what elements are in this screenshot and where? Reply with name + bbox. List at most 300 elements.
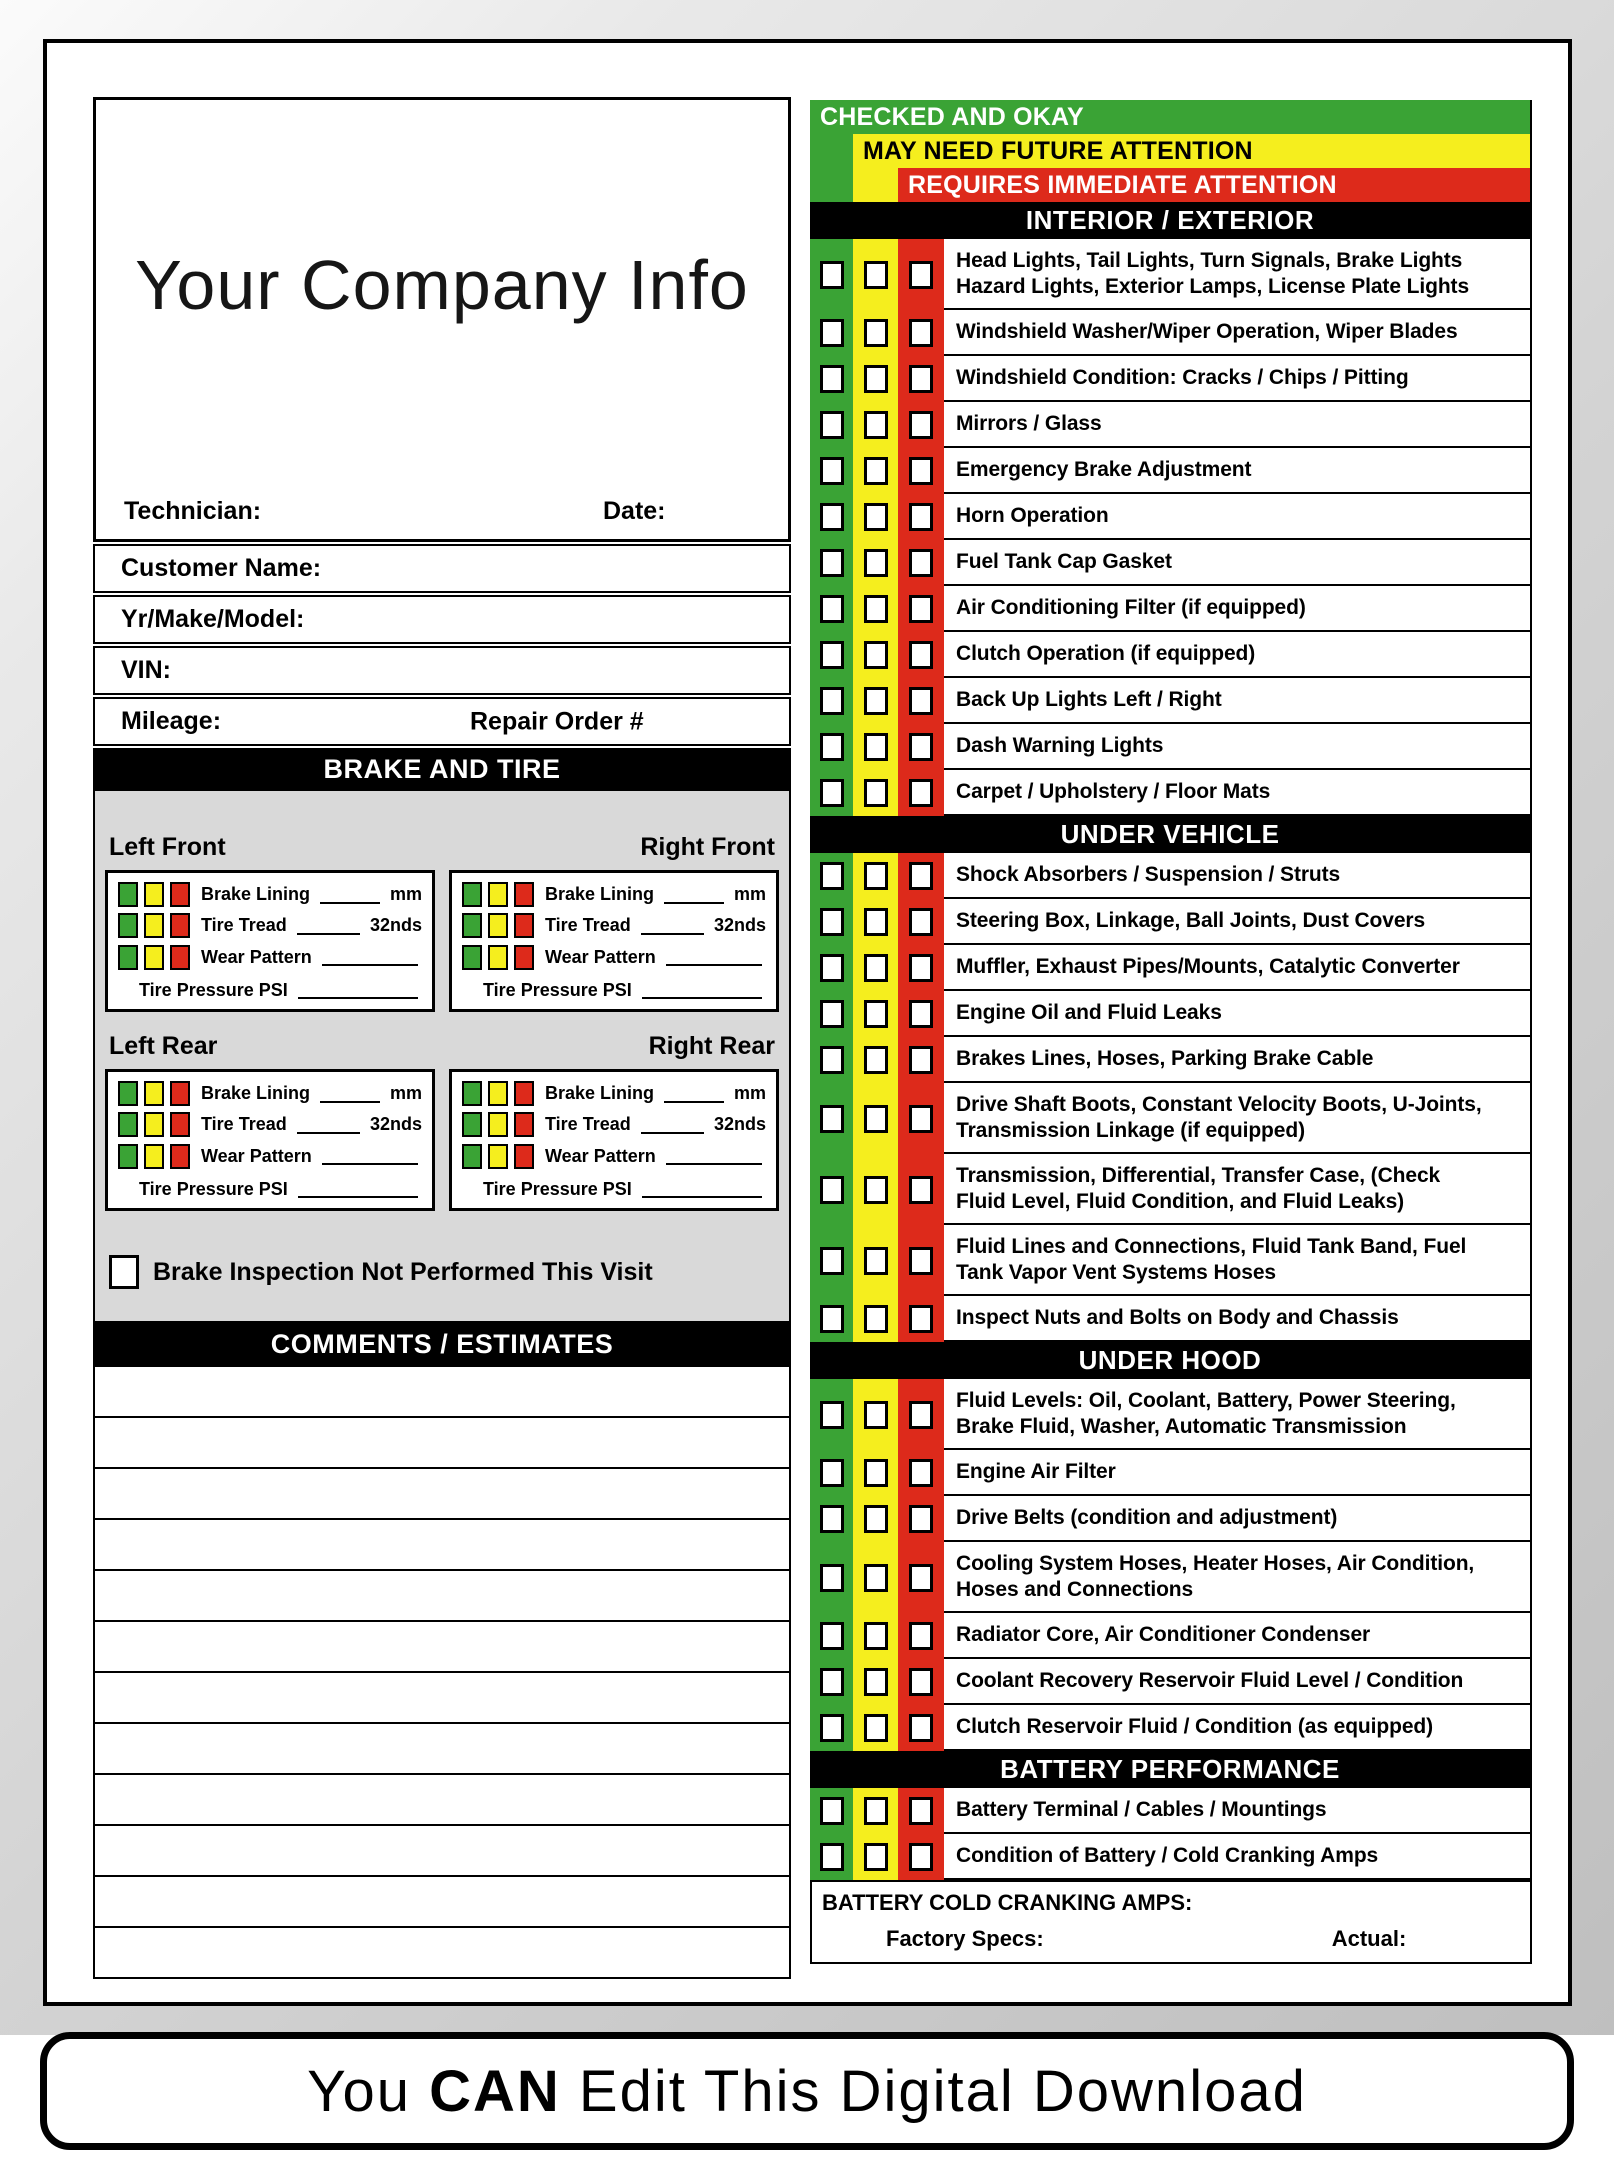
checkbox-ok[interactable] — [820, 1459, 844, 1487]
checkbox-future[interactable] — [864, 503, 888, 531]
immediate-column-cell — [898, 1659, 944, 1705]
checkbox-ok[interactable] — [820, 779, 844, 807]
checkbox-immediate[interactable] — [909, 365, 933, 393]
immediate-mark-box[interactable] — [170, 1112, 190, 1137]
customer-name-field[interactable] — [93, 544, 791, 593]
checklist-item-label: Muffler, Exhaust Pipes/Mounts, Catalytic Converter — [944, 945, 1530, 991]
checkbox-immediate[interactable] — [909, 862, 933, 890]
checkbox-ok[interactable] — [820, 1622, 844, 1650]
checklist-item-label: Horn Operation — [944, 494, 1530, 540]
checkbox-future[interactable] — [864, 954, 888, 982]
left-column — [93, 97, 791, 1979]
ok-column-cell — [810, 678, 853, 724]
checkbox-future[interactable] — [864, 261, 888, 289]
measure-unit: 32nds — [369, 915, 422, 936]
fill-line[interactable] — [322, 948, 418, 966]
corner-label: Left Rear — [109, 1032, 218, 1060]
checklist-item-label: Steering Box, Linkage, Ball Joints, Dust Covers — [944, 899, 1530, 945]
vin-label: VIN: — [121, 656, 171, 684]
checkbox-future[interactable] — [864, 862, 888, 890]
checkbox-ok[interactable] — [820, 1176, 844, 1204]
immediate-column-cell — [898, 1542, 944, 1613]
fill-line[interactable] — [642, 1180, 762, 1198]
ok-column-cell — [810, 356, 853, 402]
comment-row[interactable] — [95, 1569, 789, 1620]
checkbox-ok[interactable] — [820, 1668, 844, 1696]
ok-column-cell — [810, 310, 853, 356]
immediate-column-cell — [898, 1705, 944, 1751]
measure-label: Tire Tread — [201, 1114, 287, 1135]
checkbox-ok[interactable] — [820, 503, 844, 531]
tire-measure-row — [118, 945, 422, 970]
comment-row[interactable] — [95, 1875, 789, 1926]
checklist-item-label: Air Conditioning Filter (if equipped) — [944, 586, 1530, 632]
checkbox-ok[interactable] — [820, 1505, 844, 1533]
checkbox-future[interactable] — [864, 457, 888, 485]
checkbox-future[interactable] — [864, 1247, 888, 1275]
checkbox-immediate[interactable] — [909, 779, 933, 807]
checkbox-future[interactable] — [864, 1622, 888, 1650]
legend-immediate-attention-label: REQUIRES IMMEDIATE ATTENTION — [908, 170, 1337, 199]
checkbox-future[interactable] — [864, 733, 888, 761]
fill-line[interactable] — [641, 917, 704, 935]
section-header: UNDER VEHICLE — [810, 816, 1530, 853]
ok-mark-box[interactable] — [462, 1144, 482, 1169]
immediate-mark-box[interactable] — [514, 882, 534, 907]
ok-column-cell — [810, 239, 853, 310]
checklist-item-label: Battery Terminal / Cables / Mountings — [944, 1788, 1530, 1834]
corner-label: Right Front — [640, 833, 775, 861]
future-mark-box[interactable] — [144, 945, 164, 970]
immediate-column-cell — [898, 1083, 944, 1154]
checkbox-immediate[interactable] — [909, 1000, 933, 1028]
future-column-cell — [853, 724, 898, 770]
ok-column-cell — [810, 1705, 853, 1751]
immediate-column-cell — [898, 1788, 944, 1834]
checkbox-immediate[interactable] — [909, 261, 933, 289]
fill-line[interactable] — [664, 1085, 724, 1103]
future-mark-box[interactable] — [488, 1112, 508, 1137]
future-mark-box[interactable] — [144, 1144, 164, 1169]
checkbox-immediate[interactable] — [909, 641, 933, 669]
checkbox-immediate[interactable] — [909, 733, 933, 761]
checkbox-ok[interactable] — [820, 1564, 844, 1592]
ok-column-cell — [810, 1834, 853, 1880]
checkbox-immediate[interactable] — [909, 1459, 933, 1487]
tire-box-row — [105, 1069, 779, 1211]
future-mark-box[interactable] — [144, 1081, 164, 1106]
checkbox-immediate[interactable] — [909, 1401, 933, 1429]
checkbox-future[interactable] — [864, 1797, 888, 1825]
fill-line[interactable] — [298, 981, 418, 999]
checklist-item-label: Fluid Lines and Connections, Fluid Tank Band, Fuel Tank Vapor Vent Systems Hoses — [944, 1225, 1530, 1296]
future-column-cell — [853, 1705, 898, 1751]
comment-row[interactable] — [95, 1367, 789, 1416]
checklist-row — [810, 724, 1530, 770]
future-mark-box[interactable] — [488, 913, 508, 938]
comment-row[interactable] — [95, 1467, 789, 1518]
fill-line[interactable] — [642, 981, 762, 999]
checklist-row — [810, 1225, 1530, 1296]
checkbox-ok[interactable] — [820, 733, 844, 761]
checklist-row — [810, 945, 1530, 991]
checkbox-immediate[interactable] — [909, 1797, 933, 1825]
checkbox-immediate[interactable] — [909, 1046, 933, 1074]
checkbox-immediate[interactable] — [909, 1714, 933, 1742]
comment-row[interactable] — [95, 1416, 789, 1467]
fill-line[interactable] — [297, 917, 360, 935]
ok-column-cell — [810, 945, 853, 991]
checklist-item-label: Drive Shaft Boots, Constant Velocity Boots, U-Joints, Transmission Linkage (if equipped) — [944, 1083, 1530, 1154]
ok-mark-box[interactable] — [462, 1112, 482, 1137]
checkbox-future[interactable] — [864, 1401, 888, 1429]
immediate-mark-box[interactable] — [514, 1112, 534, 1137]
checkbox-future[interactable] — [864, 411, 888, 439]
future-column-cell — [853, 1834, 898, 1880]
ok-mark-box[interactable] — [462, 913, 482, 938]
comment-row[interactable] — [95, 1824, 789, 1875]
checkbox-immediate[interactable] — [909, 457, 933, 485]
green-column-segment — [810, 168, 853, 202]
checkbox-immediate[interactable] — [909, 1105, 933, 1133]
immediate-column-cell — [898, 1037, 944, 1083]
checkbox-immediate[interactable] — [909, 549, 933, 577]
checkbox-immediate[interactable] — [909, 1305, 933, 1333]
fill-line[interactable] — [666, 1147, 762, 1165]
corner-label: Left Front — [109, 833, 226, 861]
ok-mark-box[interactable] — [118, 913, 138, 938]
ok-mark-box[interactable] — [462, 945, 482, 970]
checkbox-ok[interactable] — [820, 1305, 844, 1333]
checklist-row — [810, 1659, 1530, 1705]
checkbox-immediate[interactable] — [909, 908, 933, 936]
immediate-column-cell — [898, 1225, 944, 1296]
inspection-sheet-page — [43, 39, 1572, 2006]
checkbox-immediate[interactable] — [909, 1505, 933, 1533]
vin-field[interactable] — [93, 646, 791, 695]
ok-column-cell — [810, 899, 853, 945]
future-column-cell — [853, 770, 898, 816]
immediate-column-cell — [898, 853, 944, 899]
checklist-row — [810, 1834, 1530, 1880]
immediate-mark-box[interactable] — [514, 1144, 534, 1169]
checkbox-future[interactable] — [864, 641, 888, 669]
future-column-cell — [853, 540, 898, 586]
immediate-mark-box[interactable] — [170, 882, 190, 907]
checkbox-immediate[interactable] — [909, 595, 933, 623]
checkbox-ok[interactable] — [820, 641, 844, 669]
checkbox-future[interactable] — [864, 1000, 888, 1028]
checkbox-immediate[interactable] — [909, 954, 933, 982]
future-mark-box[interactable] — [488, 1081, 508, 1106]
checklist-item-label: Windshield Washer/Wiper Operation, Wiper Blades — [944, 310, 1530, 356]
future-column-cell — [853, 632, 898, 678]
immediate-column-cell — [898, 540, 944, 586]
checkbox-immediate[interactable] — [909, 1668, 933, 1696]
future-column-cell — [853, 1083, 898, 1154]
tire-measure-row — [118, 1112, 422, 1137]
checkbox-immediate[interactable] — [909, 1176, 933, 1204]
checkbox-future[interactable] — [864, 1105, 888, 1133]
actual-label[interactable]: Actual: — [1331, 1926, 1407, 1951]
checkbox-ok[interactable] — [820, 457, 844, 485]
ok-column-cell — [810, 402, 853, 448]
fill-line[interactable] — [641, 1116, 704, 1134]
checklist-row — [810, 1083, 1530, 1154]
checklist-item-label: Cooling System Hoses, Heater Hoses, Air Condition, Hoses and Connections — [944, 1542, 1530, 1613]
checklist-row — [810, 356, 1530, 402]
legend-checked-okay-label: CHECKED AND OKAY — [820, 102, 1084, 131]
banner-text-post: Edit This Digital Download — [560, 2058, 1307, 2124]
fill-line[interactable] — [298, 1180, 418, 1198]
repair-order-label: Repair Order # — [470, 707, 644, 735]
checkbox-future[interactable] — [864, 365, 888, 393]
right-column — [810, 100, 1532, 1964]
checkbox-ok[interactable] — [820, 319, 844, 347]
immediate-column-cell — [898, 945, 944, 991]
company-title: Your Company Info — [135, 246, 749, 324]
checklist-item-label: Windshield Condition: Cracks / Chips / Pitting — [944, 356, 1530, 402]
immediate-column-cell — [898, 310, 944, 356]
checklist-row — [810, 586, 1530, 632]
future-mark-box[interactable] — [488, 945, 508, 970]
comments-table — [93, 1367, 791, 1979]
fill-line[interactable] — [320, 886, 380, 904]
pressure-label: Tire Pressure PSI — [139, 1178, 288, 1199]
checklist-row — [810, 853, 1530, 899]
checkbox-future[interactable] — [864, 1505, 888, 1533]
checkbox-immediate[interactable] — [909, 1564, 933, 1592]
future-column-cell — [853, 402, 898, 448]
checklist-row — [810, 1154, 1530, 1225]
future-column-cell — [853, 1379, 898, 1450]
fill-line[interactable] — [297, 1116, 360, 1134]
battery-amps-fields — [822, 1926, 1520, 1952]
checkbox-immediate[interactable] — [909, 319, 933, 347]
measure-label: Wear Pattern — [201, 946, 312, 967]
comment-row[interactable] — [95, 1518, 789, 1569]
immediate-column-cell — [898, 899, 944, 945]
measure-unit: mm — [389, 1083, 422, 1103]
checklist-row — [810, 1450, 1530, 1496]
immediate-column-cell — [898, 586, 944, 632]
checkbox-future[interactable] — [864, 779, 888, 807]
checkbox-ok[interactable] — [820, 1797, 844, 1825]
checkbox-immediate[interactable] — [909, 411, 933, 439]
checkbox-ok[interactable] — [820, 1401, 844, 1429]
ok-column-cell — [810, 1296, 853, 1342]
immediate-column-cell — [898, 991, 944, 1037]
checklist-item-label: Transmission, Differential, Transfer Case, (Check Fluid Level, Fluid Condition, and Fluid Leaks) — [944, 1154, 1530, 1225]
future-mark-box[interactable] — [144, 1112, 164, 1137]
immediate-mark-box[interactable] — [170, 945, 190, 970]
tire-measure-row — [462, 1081, 766, 1106]
checkbox-immediate[interactable] — [909, 1622, 933, 1650]
checkbox-future[interactable] — [864, 908, 888, 936]
immediate-column-cell — [898, 448, 944, 494]
checklist-item-label: Inspect Nuts and Bolts on Body and Chassis — [944, 1296, 1530, 1342]
future-mark-box[interactable] — [144, 913, 164, 938]
immediate-column-cell — [898, 494, 944, 540]
customer-name-label: Customer Name: — [121, 554, 322, 582]
measure-unit: mm — [733, 1083, 766, 1103]
pressure-label: Tire Pressure PSI — [139, 979, 288, 1000]
comment-row[interactable] — [95, 1620, 789, 1671]
future-column-cell — [853, 853, 898, 899]
future-column-cell — [853, 945, 898, 991]
tire-pressure-row — [118, 1179, 422, 1200]
immediate-mark-box[interactable] — [514, 913, 534, 938]
checklist-row — [810, 1037, 1530, 1083]
checklist-item-label: Drive Belts (condition and adjustment) — [944, 1496, 1530, 1542]
yr-make-model-label: Yr/Make/Model: — [121, 605, 305, 633]
future-column-cell — [853, 1788, 898, 1834]
immediate-mark-box[interactable] — [514, 945, 534, 970]
future-mark-box[interactable] — [144, 882, 164, 907]
mileage-repair-order-field[interactable] — [93, 697, 791, 746]
future-column-cell — [853, 356, 898, 402]
ok-mark-box[interactable] — [118, 882, 138, 907]
legend-checked-okay-row — [810, 100, 1530, 134]
measure-label: Tire Tread — [201, 915, 287, 936]
checkbox-ok[interactable] — [820, 1843, 844, 1871]
immediate-column-cell — [898, 239, 944, 310]
ok-column-cell — [810, 853, 853, 899]
checkbox-immediate[interactable] — [909, 1247, 933, 1275]
checkbox-ok[interactable] — [820, 954, 844, 982]
ok-mark-box[interactable] — [118, 945, 138, 970]
fill-line[interactable] — [664, 886, 724, 904]
checkbox-ok[interactable] — [820, 365, 844, 393]
legend-future-attention-label: MAY NEED FUTURE ATTENTION — [863, 136, 1253, 165]
checkbox-future[interactable] — [864, 1305, 888, 1333]
immediate-mark-box[interactable] — [170, 913, 190, 938]
mileage-label: Mileage: — [121, 707, 222, 735]
checkbox-future[interactable] — [864, 1176, 888, 1204]
ok-mark-box[interactable] — [462, 882, 482, 907]
future-column-cell — [853, 586, 898, 632]
checkbox-ok[interactable] — [820, 261, 844, 289]
checkbox-future[interactable] — [864, 319, 888, 347]
fill-line[interactable] — [320, 1085, 380, 1103]
comment-row[interactable] — [95, 1722, 789, 1773]
checkbox-ok[interactable] — [820, 862, 844, 890]
checkbox-ok[interactable] — [820, 908, 844, 936]
checkbox-immediate[interactable] — [909, 1843, 933, 1871]
fill-line[interactable] — [322, 1147, 418, 1165]
brake-inspection-not-performed — [109, 1255, 653, 1289]
measure-label: Wear Pattern — [545, 946, 656, 967]
comment-row[interactable] — [95, 1671, 789, 1722]
future-mark-box[interactable] — [488, 1144, 508, 1169]
checklist-item-label: Emergency Brake Adjustment — [944, 448, 1530, 494]
legend-immediate-attention-row — [810, 168, 1530, 202]
future-column-cell — [853, 1037, 898, 1083]
ok-mark-box[interactable] — [118, 1144, 138, 1169]
checkbox-future[interactable] — [864, 1046, 888, 1074]
measure-unit: mm — [733, 884, 766, 904]
measure-label: Brake Lining — [201, 884, 311, 904]
brake-tire-panel — [93, 791, 791, 1321]
checkbox-future[interactable] — [864, 1843, 888, 1871]
comment-row[interactable] — [95, 1926, 789, 1977]
yr-make-model-field[interactable] — [93, 595, 791, 644]
checklist-item-label: Fluid Levels: Oil, Coolant, Battery, Power Steering, Brake Fluid, Washer, Automatic Transmission — [944, 1379, 1530, 1450]
immediate-column-cell — [898, 724, 944, 770]
legend-checked-okay-bar — [810, 100, 1530, 134]
immediate-column-cell — [898, 402, 944, 448]
ok-column-cell — [810, 540, 853, 586]
checkbox-future[interactable] — [864, 1564, 888, 1592]
checklist-item-label: Radiator Core, Air Conditioner Condenser — [944, 1613, 1530, 1659]
checkbox-ok[interactable] — [820, 1000, 844, 1028]
checkbox-future[interactable] — [864, 1668, 888, 1696]
battery-cold-cranking-amps-box — [810, 1880, 1530, 1964]
checkbox-ok[interactable] — [820, 1046, 844, 1074]
ok-mark-box[interactable] — [118, 1112, 138, 1137]
yellow-column-segment — [853, 168, 898, 202]
ok-column-cell — [810, 1379, 853, 1450]
ok-column-cell — [810, 1154, 853, 1225]
immediate-column-cell — [898, 678, 944, 724]
future-mark-box[interactable] — [488, 882, 508, 907]
ok-column-cell — [810, 770, 853, 816]
fill-line[interactable] — [666, 948, 762, 966]
comment-row[interactable] — [95, 1773, 789, 1824]
checkbox-future[interactable] — [864, 687, 888, 715]
immediate-mark-box[interactable] — [514, 1081, 534, 1106]
immediate-mark-box[interactable] — [170, 1081, 190, 1106]
tire-measure-row — [118, 882, 422, 907]
immediate-mark-box[interactable] — [170, 1144, 190, 1169]
checklist-row — [810, 1613, 1530, 1659]
battery-amps-title: BATTERY COLD CRANKING AMPS: — [822, 1890, 1193, 1915]
immediate-column-cell — [898, 1296, 944, 1342]
checkbox-future[interactable] — [864, 1714, 888, 1742]
ok-column-cell — [810, 1083, 853, 1154]
tire-corner-labels — [109, 833, 775, 862]
future-column-cell — [853, 991, 898, 1037]
ok-mark-box[interactable] — [462, 1081, 482, 1106]
measure-unit: 32nds — [713, 1114, 766, 1135]
measure-label: Tire Tread — [545, 915, 631, 936]
checkbox-immediate[interactable] — [909, 687, 933, 715]
checkbox-ok[interactable] — [820, 687, 844, 715]
checkbox-ok[interactable] — [820, 1714, 844, 1742]
measure-label: Brake Lining — [201, 1083, 311, 1103]
checkbox-future[interactable] — [864, 549, 888, 577]
checkbox-ok[interactable] — [820, 549, 844, 577]
not-performed-checkbox[interactable] — [109, 1255, 139, 1289]
checkbox-ok[interactable] — [820, 595, 844, 623]
checkbox-ok[interactable] — [820, 1105, 844, 1133]
immediate-column-cell — [898, 356, 944, 402]
checkbox-ok[interactable] — [820, 1247, 844, 1275]
tire-box — [105, 1069, 435, 1211]
tire-measure-row — [462, 913, 766, 938]
future-column-cell — [853, 899, 898, 945]
legend-immediate-attention-bar — [898, 168, 1530, 202]
checklist-body — [810, 202, 1530, 1880]
checkbox-immediate[interactable] — [909, 503, 933, 531]
checklist-row — [810, 632, 1530, 678]
factory-specs-label[interactable]: Factory Specs: — [886, 1926, 1044, 1951]
checkbox-ok[interactable] — [820, 411, 844, 439]
checklist-item-label: Head Lights, Tail Lights, Turn Signals, Brake Lights Hazard Lights, Exterior Lamps, License Plate Lights — [944, 239, 1530, 310]
checkbox-future[interactable] — [864, 1459, 888, 1487]
checkbox-future[interactable] — [864, 595, 888, 623]
ok-mark-box[interactable] — [118, 1081, 138, 1106]
